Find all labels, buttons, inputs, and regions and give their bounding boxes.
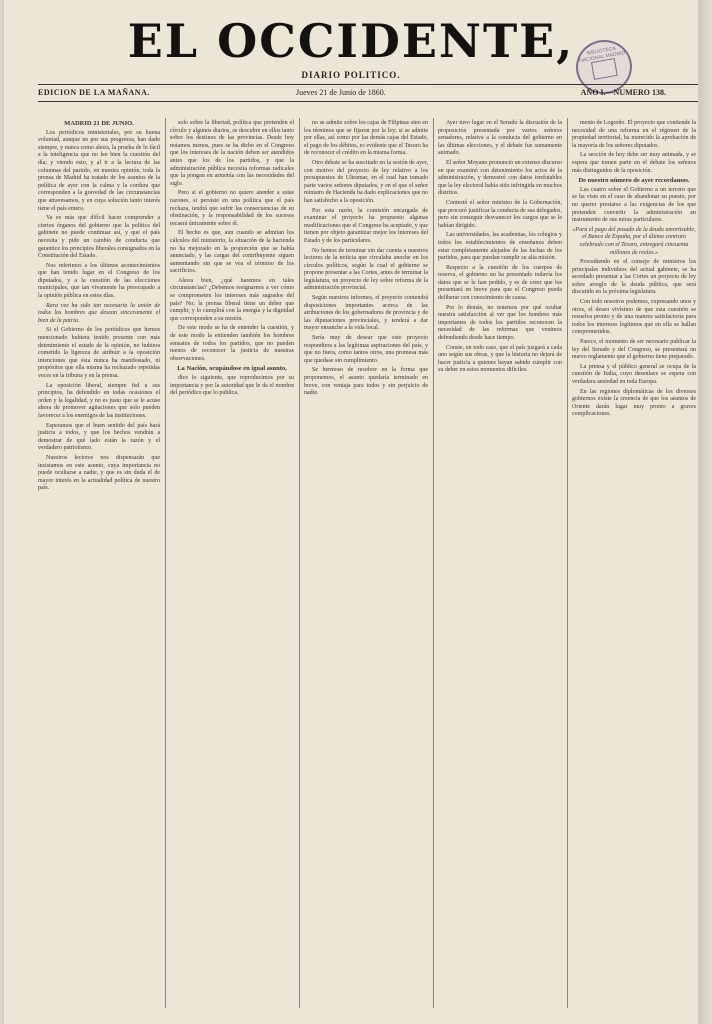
article-paragraph: Sería muy de desear que este proyecto respondiera a las legítimas aspiraciones del país, y que no fuera, como tantos otros, una promesa más que quedase sin cumplimiento. [304, 335, 428, 364]
article-paragraph: dice lo siguiente, que reproducimos por su importancia y por la autoridad que le da el nombre del periódico que lo publica. [170, 375, 294, 397]
article-paragraph: La oposición liberal, siempre fiel a sus principios, ha defendido en todas ocasiones el orden y la legalidad, y no es justo que se le acuse ahora de promover agitaciones que solo pueden favorecer a los enemigos de las instituciones. [38, 382, 160, 419]
newspaper-page [4, 0, 698, 1024]
library-stamp-emblem [591, 58, 618, 80]
issue-date: Jueves 21 de Junio de 1860. [296, 88, 386, 97]
article-paragraph: Parece, el momento de ser necesario publicar la ley del Senado y del Congreso, se presentará un nuevo reglamento que el gobierno tiene preparado. [572, 339, 696, 361]
article-paragraph: La sección de hoy debe ser muy animada, y se espera que tomen parte en el debate los señores más distinguidos de la oposición. [572, 152, 696, 174]
article-paragraph: mento de Logroño. El proyecto que contiende la necesidad de una reforma en el régimen de la propiedad territorial, ha merecido la aprobación de la mayoría de los señores diputados. [572, 120, 696, 149]
column-divider [299, 118, 300, 1008]
article-paragraph: Se hermoso de resolver en la forma que proponemos, el asunto quedaría terminado en breve, con ventaja para todos y sin perjuicio de nadie. [304, 367, 428, 397]
article-paragraph: Rara vez ha sido tan necesaria la unión de todos los hombres que desean sinceramente el bien de la patria. [38, 302, 160, 324]
article-paragraph: En las regiones diplomáticas de los diversos gobiernos existe la creencia de que los asuntos de Oriente darán lugar muy pronto a graves complicaciones. [572, 388, 696, 418]
article-paragraph: Procediendo en el consejo de ministros los principales individuos del actual gabinete, se ha acordado presentar a las Cortes un proyecto de ley sobre arreglo de la deuda pública, que será discutido en la próxima legislatura. [572, 259, 696, 296]
article-paragraph: No hemos de terminar sin dar cuenta a nuestros lectores de la noticia que circulaba anoche en los círculos políticos, según la cual el gobierno se propone presentar a las Cortes, antes de terminar la legislatura, un proyecto de ley sobre reforma de la administración provincial. [304, 247, 428, 292]
article-paragraph: Con todo nosotros podemos, expresando unos y otros, el deseo vivísimo de que esta cuestión se resuelva pronto y de una manera satisfactoria para todos los intereses legítimos que en ella se hallan comprometidos. [572, 299, 696, 336]
edition-label: EDICION DE LA MAÑANA. [38, 88, 150, 97]
article-paragraph: Según nuestros informes, el proyecto contendrá disposiciones importantes acerca de las atribuciones de los gobernadores de provincia y de las diputaciones provinciales, y tenderá a dar mayor ensanche a la vida local. [304, 295, 428, 332]
article-paragraph: Los periódicos ministeriales, por su buena voluntad, aunque no por sus progresos, han dado siempre, y nunca como ahora, la prueba de lo fácil a la inteligencia que no lee bien la cuestión del día; y viendo esto, y al ir a la lectura de las columnas del partido, en nuestra opinión, toda la prensa de Madrid ha tratado de los asuntos de la política de ayer con la calma y la cordura que corresponden a la gravedad de las circunstancias que atravesamos, y en cuya solución tanto interés tiene el país entero. [38, 129, 160, 212]
article-column-3 [304, 120, 428, 1010]
article-paragraph: De nuestro número de ayer recordamos. [578, 177, 690, 185]
newspaper-subtitle: DIARIO POLITICO. [301, 70, 401, 80]
article-paragraph: Otro debate se ha suscitado en la sesión de ayer, con motivo del proyecto de ley relativo a los presupuestos de Ultramar, en el cual han tomado parte varios señores diputados, y en el que el señor ministro de Hacienda ha dado explicaciones que no han satisfecho a la oposición. [304, 159, 428, 204]
article-paragraph: De este modo se ha de entender la cuestión, y de este modo la entienden también los hombres sensatos de todos los partidos, que no pueden menos de reconocer la justicia de nuestras observaciones. [170, 325, 294, 362]
article-paragraph: Nuestros lectores nos dispensarán que insistamos en este asunto, cuya importancia no puede ocultarse a nadie, y que es sin duda el de mayor interés en la actualidad política de nuestro país. [38, 454, 160, 492]
article-paragraph: Por esta razón, la comisión encargada de examinar el proyecto ha propuesto algunas modificaciones que el Congreso ha aceptado, y que tienen por objeto garantizar mejor los intereses del Estado y de los particulares. [304, 207, 428, 244]
article-paragraph: Contestó el señor ministro de la Gobernación, que procuró justificar la conducta de sus delegados, pero sin conseguir desvanecer los cargos que se le habían dirigido. [438, 199, 562, 229]
subscription-terms-right: ······································································································································································································································································ [432, 85, 694, 89]
article-column-1 [38, 120, 160, 1010]
library-stamp-text: BIBLIOTECA NACIONAL MADRID [578, 45, 626, 65]
article-paragraph: Ayer tuvo lugar en el Senado la discusión de la proposición presentada por varios señores senadores, relativa a la conducta del gobierno en las últimas elecciones, y el debate fue sumamente animado. [438, 120, 562, 157]
article-paragraph: Las cuatro sobre el Gobierno a un tercero que se ha visto en el caso de abandonar su puesto, por no querer prestarse a las exigencias de los que pretenden convertir la administración en instrumento de sus miras particulares. [572, 186, 696, 224]
article-paragraph: Ahora bien, ¿qué haremos en tales circunstancias? ¿Debemos resignarnos a ver cómo se comprometen los intereses más sagrados del país? No; la prensa liberal tiene un deber que cumplir, y lo cumplirá con la energía y la dignidad que corresponden a su misión. [170, 277, 294, 322]
newspaper-title: EL OCCIDENTE, [127, 14, 575, 68]
column-divider [567, 118, 568, 1008]
subscription-terms-left: ······································································································································································································································································ [124, 85, 386, 89]
article-paragraph: Nos referimos a los últimos acontecimientos que han tenido lugar en el Congreso de los diputados, y a la cuestión de las elecciones municipales, que tan vivamente ha preocupado a la opinión pública en estos días. [38, 262, 160, 300]
article-paragraph: no se admite sobre los cajas de Filipinas sino en los términos que se fijaron por la ley; si se admite por ellas, así como por las demás cajas del Estado, el pago de los débitos, es evidente que el Tesoro ha de reconocer el crédito en la misma forma. [304, 120, 428, 157]
article-paragraph: Ya es más que difícil hacer comprender a ciertos órganos del gobierno que la política del gabinete no puede continuar así, y que el país necesita y pide un cambio de conducta que garantice los principios liberales consignados en la Constitución del Estado. [38, 215, 160, 260]
article-paragraph: El hecho es que, aun cuando se admitan los cálculos del ministerio, la situación de la hacienda no ha mejorado en la proporción que se había anunciado, y las cargas del contribuyente siguen aumentando sin que se vea el término de los sacrificios. [170, 230, 294, 275]
column-divider [433, 118, 434, 1008]
article-paragraph: El señor Moyano pronunció un extenso discurso en que examinó con detenimiento los actos de la administración, y demostró con datos irrefutables que la ley electoral había sido infringida en muchos distritos. [438, 159, 562, 197]
article-paragraph: «Para el pago del pasado de la deuda amortizable, el Banco de España, por el último contrato celebrado con el Tesoro, entregará cincuenta millones de reales.» [572, 226, 696, 256]
article-column-5 [572, 120, 696, 1010]
article-paragraph: solo sobre la libertad, política que pretenden el círculo y algunos diarios, se descubre en ellos tanto sobre los destinos de las provincias. Desde hoy notamos menos, pues se ha dicho en el Congreso que los intereses de la nación deben ser atendidos antes que los de los partidos, y que la administración pública necesita reformas radicales que la pongan en armonía con las necesidades del siglo. [170, 120, 294, 187]
info-band [38, 84, 702, 102]
issue-number: AÑO I.—NUMERO 138. [580, 88, 666, 97]
article-paragraph: La prensa y el público general se ocupa de la cuestión de Italia, cuyo desenlace se espera con verdadera ansiedad en toda Europa. [572, 363, 696, 385]
article-paragraph: Respecto a la cuestión de los cuerpos de reserva, el gobierno no ha presentado todavía los datos que se le han pedido, y es de creer que los presentará en breve para que el Congreso pueda deliberar con conocimiento de causa. [438, 264, 562, 302]
article-column-4 [438, 120, 562, 1010]
article-paragraph: Conste, en todo caso, que el país juzgará a cada uno según sus obras, y que la historia no dejará de hacer justicia a quienes hayan sabido cumplir con su deber en estos momentos difíciles. [438, 344, 562, 374]
article-paragraph: Las universidades, las academias, los colegios y todos los establecimientos de enseñanza deben estar completamente alejados de las luchas de los partidos, para que puedan cumplir su alta misión. [438, 232, 562, 262]
article-paragraph: Por lo demás, no tenemos por qué ocultar nuestra satisfacción al ver que los hombres más importantes de todos los partidos reconocen la necesidad de las reformas que venimos defendiendo desde hace tiempo. [438, 304, 562, 342]
article-paragraph: MADRID 21 DE JUNIO. [64, 120, 134, 127]
article-paragraph: Esperamos que el buen sentido del país hará justicia a todos, y que los hechos vendrán a demostrar de qué lado están la razón y el verdadero patriotismo. [38, 422, 160, 452]
article-paragraph: Si el Gobierno de los periódicos que hemos mencionado hubiera tenido presente con más detenimiento el estado de la opinión, no hubiera cometido la ligereza de atribuir a la oposición intenciones que ésta nunca ha manifestado, ni propósitos que ella misma ha rechazado repetidas veces en la tribuna y en la prensa. [38, 327, 160, 379]
article-paragraph: La Nación, ocupándose en igual asunto, [177, 365, 287, 373]
article-paragraph: Pero si el gobierno no quiere atender a estas razones, si persiste en una política que el país rechaza, tendrá que sufrir las consecuencias de su obstinación, y la responsabilidad de los sucesos recaerá únicamente sobre él. [170, 190, 294, 227]
article-column-2 [170, 120, 294, 1010]
column-divider [165, 118, 166, 1008]
